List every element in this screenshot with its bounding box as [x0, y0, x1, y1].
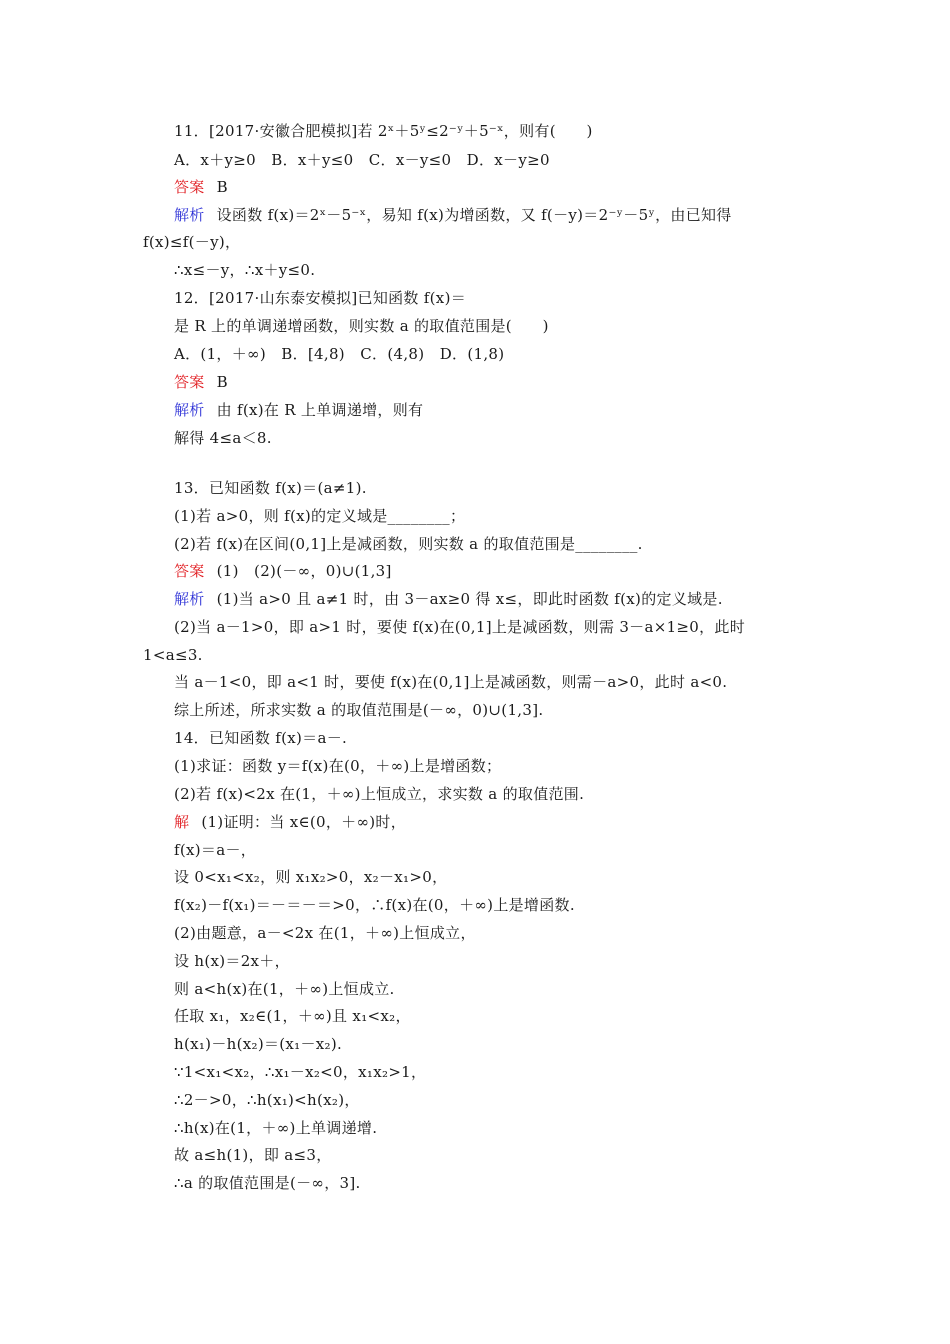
line-text: h(x₁)－h(x₂)＝(x₁－x₂). [174, 1035, 343, 1053]
line-text: f(x₂)－f(x₁)＝－＝－＝>0，∴f(x)在(0，＋∞)上是增函数. [174, 896, 575, 914]
line-text: 11．[2017·安徽合肥模拟]若 2ˣ＋5ʸ≤2⁻ʸ＋5⁻ˣ，则有( ) [174, 122, 593, 140]
text-line [174, 589, 723, 609]
text-line [174, 260, 315, 280]
text-line [174, 700, 543, 720]
text-line [174, 784, 584, 804]
text-line [174, 316, 549, 336]
line-text: A．x＋y≥0 B．x＋y≤0 C．x－y≤0 D．x－y≥0 [174, 151, 550, 169]
text-line [174, 534, 643, 554]
line-text: 设函数 f(x)＝2ˣ－5⁻ˣ，易知 f(x)为增函数，又 f(－y)＝2⁻ʸ－5ʸ，由已知得 [216, 206, 732, 224]
line-text: ∴h(x)在(1，＋∞)上单调递增. [174, 1119, 378, 1137]
text-line [174, 478, 367, 498]
text-line [174, 672, 727, 692]
line-text: 14．已知函数 f(x)＝a－. [174, 729, 348, 747]
line-text: (1)若 a>0，则 f(x)的定义域是________； [174, 507, 466, 525]
line-text: (1)求证：函数 y＝f(x)在(0，＋∞)上是增函数； [174, 757, 502, 775]
line-text: (2)若 f(x)在区间(0,1]上是减函数，则实数 a 的取值范围是________. [174, 535, 643, 553]
line-text: 由 f(x)在 R 上单调递增，则有 [216, 401, 424, 419]
text-line [174, 617, 745, 637]
text-line [174, 1090, 360, 1110]
text-line [174, 1006, 411, 1026]
line-text: (2)若 f(x)<2x 在(1，＋∞)上恒成立，求实数 a 的取值范围. [174, 785, 585, 803]
solution-label: 解 [174, 813, 190, 831]
line-text: 设 0<x₁<x₂，则 x₁x₂>0，x₂－x₁>0， [174, 868, 448, 886]
answer-label: 答案 [174, 373, 205, 391]
answer-label: 答案 [174, 562, 205, 580]
text-line [143, 232, 240, 252]
line-text: (1) (2)(－∞，0)∪(1,3] [216, 562, 392, 580]
line-text: (2)当 a－1>0，即 a>1 时，要使 f(x)在(0,1]上是减函数，则需 3－a×1≥0，此时 [174, 618, 746, 636]
analysis-label: 解析 [174, 590, 205, 608]
line-text: (2)由题意，a－<2x 在(1，＋∞)上恒成立， [174, 924, 476, 942]
text-line [174, 756, 501, 776]
text-line [174, 979, 395, 999]
analysis-label: 解析 [174, 401, 205, 419]
line-text: f(x)≤f(－y)， [143, 233, 241, 251]
line-text: (1)证明：当 x∈(0，＋∞)时， [201, 813, 407, 831]
line-text: 13．已知函数 f(x)＝(a≠1). [174, 479, 367, 497]
text-line [174, 506, 465, 526]
line-text: ∴x≤－y，∴x＋y≤0. [174, 261, 316, 279]
text-line [174, 1145, 332, 1165]
text-line [174, 1118, 377, 1138]
text-line [174, 951, 290, 971]
line-text: 1<a≤3. [143, 646, 203, 664]
line-text: 任取 x₁，x₂∈(1，＋∞)且 x₁<x₂， [174, 1007, 411, 1025]
text-line [174, 344, 504, 364]
line-text: 故 a≤h(1)，即 a≤3， [174, 1146, 332, 1164]
text-line [174, 400, 423, 420]
line-text: 12．[2017·山东泰安模拟]已知函数 f(x)＝ [174, 289, 467, 307]
text-line [174, 1173, 361, 1193]
line-text: 解得 4≤a＜8. [174, 429, 272, 447]
text-line [174, 561, 392, 581]
line-text: 设 h(x)＝2x＋， [174, 952, 290, 970]
line-text: (1)当 a>0 且 a≠1 时，由 3－ax≥0 得 x≤，即此时函数 f(x)的定义域是. [216, 590, 723, 608]
line-text: B [216, 373, 228, 391]
text-line [174, 812, 406, 832]
line-text: 是 R 上的单调递增函数，则实数 a 的取值范围是( ) [174, 317, 549, 335]
line-text: A．(1，＋∞) B．[4,8) C．(4,8) D．(1,8) [174, 345, 505, 363]
text-line [174, 121, 593, 141]
text-line [174, 1034, 342, 1054]
line-text: 则 a<h(x)在(1，＋∞)上恒成立. [174, 980, 395, 998]
line-text: B [216, 178, 228, 196]
text-line [174, 205, 732, 225]
text-line [174, 840, 256, 860]
text-line [174, 372, 228, 392]
text-line [174, 728, 347, 748]
text-line [174, 867, 447, 887]
text-line [174, 428, 272, 448]
line-text: ∴2－>0，∴h(x₁)<h(x₂)， [174, 1091, 360, 1109]
line-text: ∵1<x₁<x₂，∴x₁－x₂<0，x₁x₂>1， [174, 1063, 427, 1081]
text-line [174, 923, 476, 943]
line-text: ∴a 的取值范围是(－∞，3]. [174, 1174, 361, 1192]
line-text: f(x)＝a－， [174, 841, 257, 859]
line-text: 当 a－1<0，即 a<1 时，要使 f(x)在(0,1]上是减函数，则需－a>0，此时 a<0. [174, 673, 728, 691]
text-line [174, 150, 550, 170]
text-line [174, 288, 466, 308]
text-line [143, 645, 203, 665]
text-line [174, 1062, 426, 1082]
line-text: 综上所述，所求实数 a 的取值范围是(－∞，0)∪(1,3]. [174, 701, 544, 719]
analysis-label: 解析 [174, 206, 205, 224]
answer-label: 答案 [174, 178, 205, 196]
text-line [174, 177, 228, 197]
text-line [174, 895, 575, 915]
